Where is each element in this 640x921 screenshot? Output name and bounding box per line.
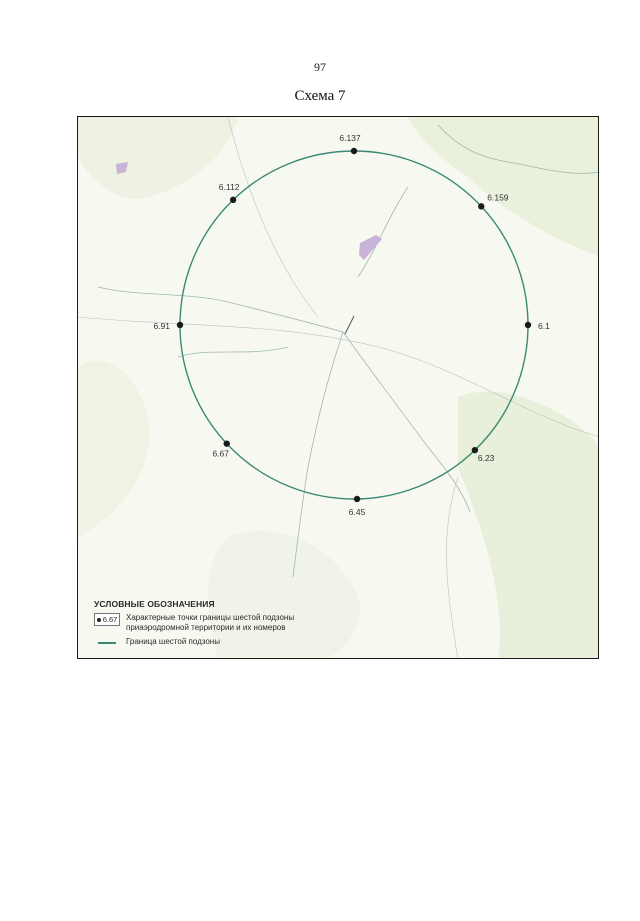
boundary-point-6-137 [351,148,357,154]
boundary-point-label-6-137: 6.137 [339,133,361,143]
boundary-point-label-6-112: 6.112 [218,181,240,192]
page-number: 97 [314,60,326,74]
legend-point-dot [97,618,101,622]
boundary-point-label-6-45: 6.45 [348,506,366,517]
boundary-point-6-67 [224,440,230,446]
legend-point-sample-label: 6.67 [102,615,118,624]
legend-line-text: Граница шестой подзоны [126,637,220,646]
legend-point-text-line2: приаэродромной территории и их номеров [126,623,286,632]
boundary-point-label-6-67: 6.67 [212,448,230,459]
boundary-point-label-6-159: 6.159 [487,192,509,203]
legend [94,599,414,647]
boundary-point-6-159 [478,203,484,209]
scheme-title: Схема 7 [294,88,346,104]
boundary-point-label-6-91: 6.91 [153,321,170,331]
legend-point-row [94,613,414,633]
boundary-point-6-112 [230,197,236,203]
map-frame [77,116,599,659]
legend-boundary-line-sample [98,642,116,644]
legend-point-sample [94,613,120,626]
legend-point-description [126,613,376,633]
boundary-point-6-91 [177,322,183,328]
legend-line-row [94,637,414,647]
map-canvas [78,117,599,659]
legend-point-text-line1: Характерные точки границы шестой подзоны [126,613,295,622]
boundary-point-label-6-23: 6.23 [477,453,495,464]
boundary-point-6-1 [525,322,531,328]
boundary-point-6-45 [354,496,360,502]
terrain-background [78,117,599,659]
boundary-point-label-6-1: 6.1 [538,321,550,331]
legend-title: УСЛОВНЫЕ ОБОЗНАЧЕНИЯ [94,599,215,609]
runway-mark [345,316,354,334]
